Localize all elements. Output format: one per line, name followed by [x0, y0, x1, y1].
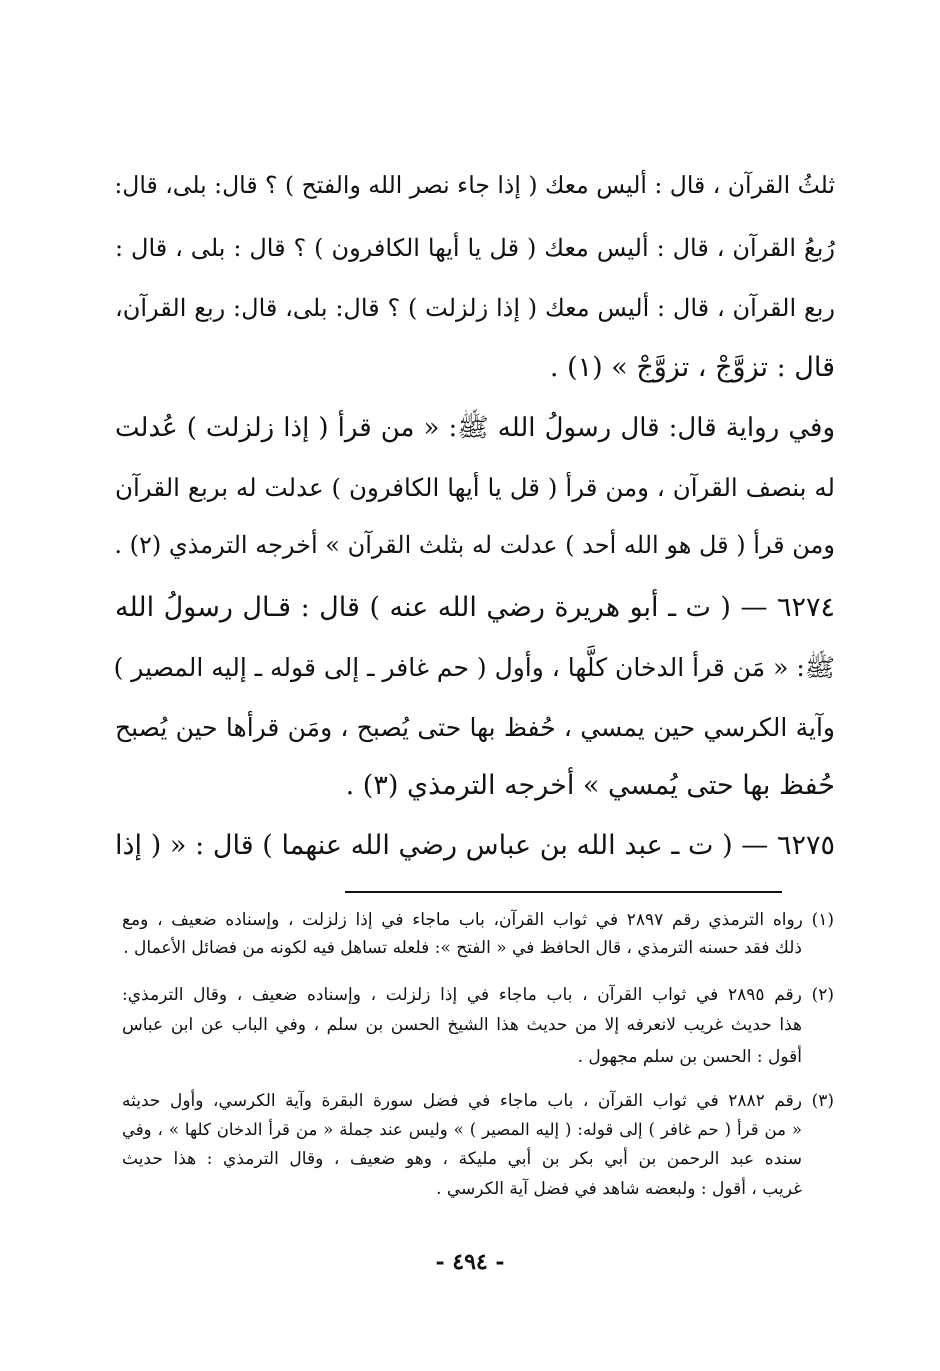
hadith-6275-heading-line: ٦٢٧٥ — ( ت ـ عبد الله بن عباس رضي الله عنهما ) قال : « ( إذا [115, 830, 835, 861]
main-text-line-9: ﷺ: « مَن قرأ الدخان كلَّها ، وأول ( حم غافر ـ إلى قوله ـ إليه المصير ) [113, 653, 835, 682]
footnote-3-line-3: سنده عبد الرحمن بن أبي بكر بن أبي مليكة ، وهو ضعيف ، وقال الترمذي : هذا حديث [122, 1149, 802, 1169]
main-text-line-11: حُفظ بها حتى يُمسي » أخرجه الترمذي (٣) . [345, 770, 835, 801]
page-number: - ٤٩٤ - [435, 1249, 505, 1275]
main-text-line-10: وآية الكرسي حين يمسي ، حُفظ بها حتى يُصبح ، ومَن قرأها حين يُصبح [115, 713, 835, 742]
footnote-3-line-1: (٣) رقم ٢٨٨٢ في ثواب القرآن ، باب ماجاء في فضل سورة البقرة وآية الكرسي، وأول حديثه [122, 1091, 834, 1111]
footnote-1-line-1: (١) رواه الترمذي رقم ٢٨٩٧ في ثواب القرآن، باب ماجاء في إذا زلزلت ، وإسناده ضعيف ، ومع [122, 910, 834, 930]
main-text-line-5: وفي رواية قال: قال رسولُ الله ﷺ: « من قرأ ( إذا زلزلت ) عُدلت [115, 413, 835, 443]
main-text-line-7: ومن قرأ ( قل هو الله أحد ) عدلت له بثلث القرآن » أخرجه الترمذي (٢) . [114, 531, 835, 559]
footnote-3-line-2: « من قرأ ( حم غافر ) إلى قوله: ( إليه المصير ) » وليس عند جملة « من قرأ الدخان كلها » ، وفي [122, 1120, 802, 1139]
main-text-line-6: له بنصف القرآن ، ومن قرأ ( قل يا أيها الكافرون ) عدلت له بربع القرآن [115, 473, 835, 502]
footnote-2-line-3: أقول : الحسن بن سلم مجهول . [577, 1047, 802, 1067]
main-text-line-4: قال : تزوَّجْ ، تزوَّجْ » (١) . [549, 352, 835, 383]
main-text-line-3: ربع القرآن ، قال : أليس معك ( إذا زلزلت ) ؟ قال: بلى، قال: ربع القرآن، [115, 294, 835, 322]
footnote-separator [345, 891, 782, 893]
main-text-line-2: رُبعُ القرآن ، قال : أليس معك ( قل يا أيها الكافرون ) ؟ قال : بلى ، قال : [115, 234, 835, 262]
footnote-2-line-2: هذا حديث غريب لانعرفه إلا من حديث هذا الشيخ الحسن بن سلم ، وفي الباب عن ابن عباس [122, 1015, 802, 1035]
main-text-line-1: ثلثُ القرآن ، قال : أليس معك ( إذا جاء نصر الله والفتح ) ؟ قال: بلى، قال: [114, 171, 835, 199]
footnote-1-line-2: ذلك فقد حسنه الترمذي ، قال الحافظ في « الفتح »: فلعله تساهل فيه لكونه من فضائل الأعمال . [123, 938, 802, 958]
footnote-2-line-1: (٢) رقم ٢٨٩٥ في ثواب القرآن ، باب ماجاء في إذا زلزلت ، وإسناده ضعيف ، وقال الترمذي: [122, 985, 834, 1005]
hadith-6274-heading-line: ٦٢٧٤ — ( ت ـ أبو هريرة رضي الله عنه ) قال : قـال رسولُ الله [115, 592, 835, 623]
footnote-3-line-4: غريب ، أقول : ولبعضه شاهد في فضل آية الكرسي . [436, 1179, 802, 1199]
